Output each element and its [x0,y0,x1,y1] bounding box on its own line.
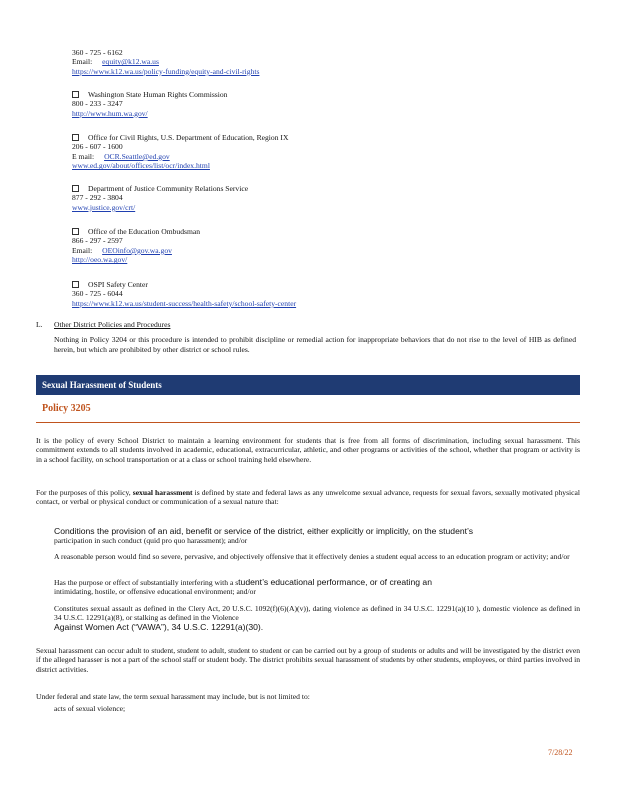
contact-phone: 866 - 297 - 2597 [72,236,123,246]
contact-phone: 877 - 292 - 3804 [72,193,123,203]
section-l-heading-row [36,320,576,329]
scope-paragraph: Sexual harassment can occur adult to student, student to adult, student to student or can be carried out by a group of students or adults and will be investigated by the district even if the alleged harasser is not a part of the school staff or student body. The district prohibits sexual harassment of students by other students, employees, or third parties involved in district activities. [36,646,580,674]
contact-phone: 360 - 725 - 6162 [72,48,123,57]
bullet-box-icon [72,134,79,141]
email-link[interactable]: OCR.Seattle@ed.gov [104,151,170,161]
definition-paragraph: For the purposes of this policy, sexual harassment is defined by state and federal laws as any unwelcome sexual advance, requests for sexual favors, sexually motivated physical contact, or verbal or physical conduct or communication of a sexual nature that: [36,488,581,507]
list-item: A reasonable person would find so severe, pervasive, and objectively offensive that it effectively denies a student equal access to an education program or activity; and/or [54,552,570,561]
email-link[interactable]: equity@k12.wa.us [102,57,159,67]
footer-date: 7/28/22 [548,748,573,757]
section-l-body: Nothing in Policy 3204 or this procedure is intended to prohibit discipline or remedial action for inappropriate behaviors that do not rise to the level of HIB as defined herein, but which are prohibited by other district or school rules. [54,335,576,354]
law-paragraph: Under federal and state law, the term sexual harassment may include, but is not limited to: [36,692,310,701]
bullet-box-icon [72,185,79,192]
orange-divider [36,422,580,423]
bullet-box-icon [72,228,79,235]
contact-name: Washington State Human Rights Commission [72,90,552,99]
url-link[interactable]: https://www.k12.wa.us/student-success/health-safety/school-safety-center [72,298,297,308]
contact-name: Office for Civil Rights, U.S. Department of Education, Region IX [72,133,552,142]
policy-paragraph: It is the policy of every School District to maintain a learning environment for students that is free from all forms of discrimination, including sexual harassment. This commitment extends to all students involved in academic, educational, extracurricular, athletic, and other programs or activities of the school, whether that program or activity is in a school facility, on school transportation or at a class or school training held elsewhere. [36,436,580,464]
contact-ospi-safety [72,280,552,308]
contact-human-rights-commission [72,90,552,118]
section-heading: Other District Policies and Procedures [54,320,171,329]
policy-number: Policy 3205 [42,403,91,414]
list-item: Conditions the provision of an aid, benefit or service of the district, either explicitly or implicitly, on the student’s participation in such conduct (quid pro quo harassment); and/or [54,526,474,546]
contact-phone: 800 - 233 - 3247 [72,99,123,109]
bullet-box-icon [72,91,79,98]
list-item: acts of sexual violence; [54,704,126,713]
list-item: Has the purpose or effect of substantially interfering with a student’s educational performance, or of creating an intimidating, hostile, or offensive educational environment; and/or [54,577,432,597]
contact-name: Department of Justice Community Relations Service [72,184,552,193]
contact-doj-crs [72,184,552,212]
url-link[interactable]: www.ed.gov/about/offices/list/ocr/index.html [72,161,210,171]
contact-phone: 360 - 725 - 6044 [72,289,123,299]
list-item: Constitutes sexual assault as defined in the Clery Act, 20 U.S.C. 1092(f)(6)(A)(v)), dating violence as defined in 34 U.S.C. 12291(a)(10 ), domestic violence as defined in 34 U.S.C. 12291(a)(8), or stalking as defined in the Violence Against Women Act (“VAWA”), 34 U.S.C. 12291(a)(30). [54,604,580,632]
contact-equity [72,48,552,76]
url-link[interactable]: https://www.k12.wa.us/policy-funding/equity-and-civil-rights [72,66,260,76]
contact-email-row: Email: equity@k12.wa.us [72,57,159,67]
email-link[interactable]: OEOinfo@gov.wa.gov [102,245,172,255]
section-label: L. [36,320,43,329]
url-link[interactable]: http://www.hum.wa.gov/ [72,108,148,118]
defined-term: sexual harassment [132,488,193,497]
section-banner [36,375,580,395]
banner-title: Sexual Harassment of Students [42,380,162,390]
bullet-box-icon [72,281,79,288]
url-link[interactable]: http://oeo.wa.gov/ [72,255,128,265]
url-link[interactable]: www.justice.gov/crt/ [72,202,136,212]
contact-email-row: Email: OEOinfo@gov.wa.gov [72,245,172,255]
contact-phone: 206 - 607 - 1600 [72,142,123,152]
contact-ombudsman [72,227,552,265]
contact-name: OSPI Safety Center [72,280,552,289]
contact-email-row: E mail: OCR.Seattle@ed.gov [72,151,170,161]
contact-name: Office of the Education Ombudsman [72,227,552,236]
contact-ocr [72,133,552,171]
section-l [36,320,576,354]
